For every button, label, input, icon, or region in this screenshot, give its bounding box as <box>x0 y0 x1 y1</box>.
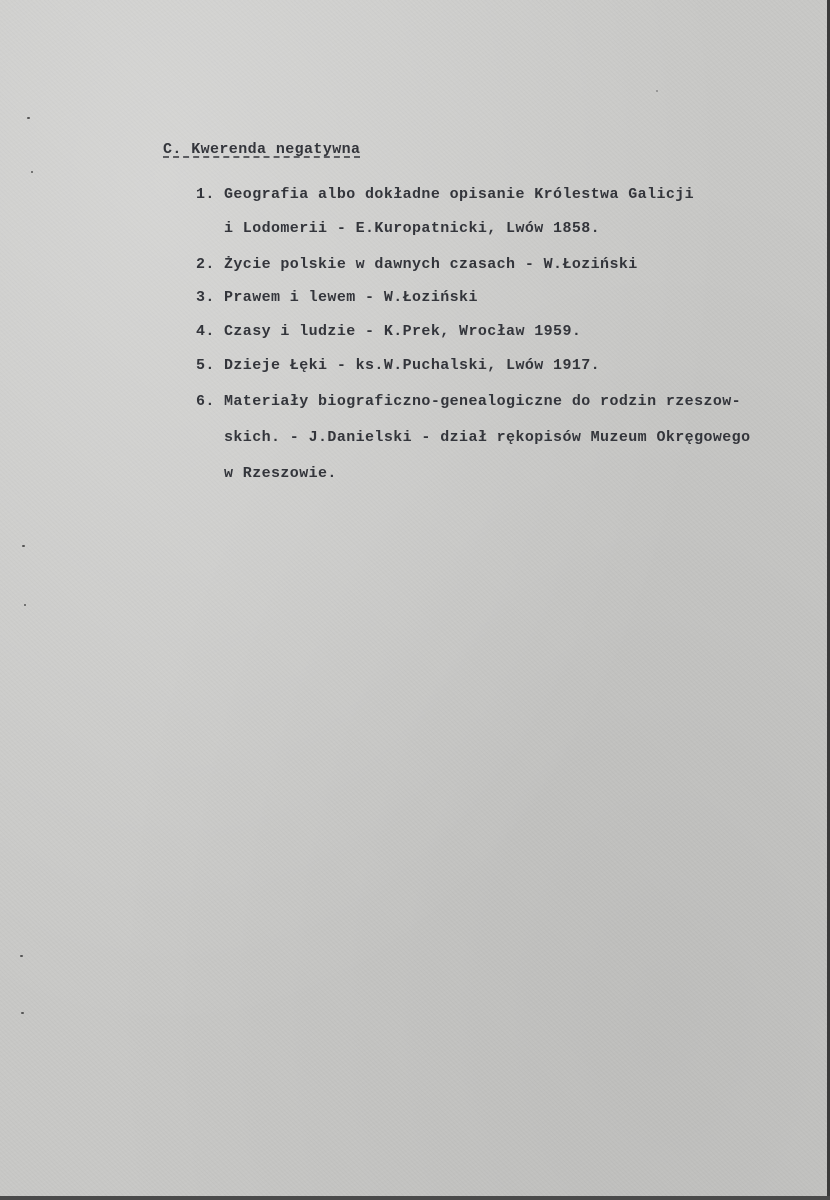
list-item-6-continuation <box>224 429 750 446</box>
list-item-1-continuation <box>224 220 600 237</box>
scan-speck <box>31 171 33 173</box>
item-number: 2. <box>196 256 215 273</box>
list-item-1 <box>196 186 694 203</box>
item-line: Życie polskie w dawnych czasach - W.Łoziński <box>224 256 638 273</box>
item-number: 4. <box>196 323 215 340</box>
scan-speck <box>24 604 26 606</box>
item-line: w Rzeszowie. <box>224 465 337 482</box>
item-line: Prawem i lewem - W.Łoziński <box>224 289 478 306</box>
scan-speck <box>21 1012 24 1014</box>
item-line: Geografia albo dokładne opisanie Królestwa Galicji <box>224 186 695 203</box>
scan-speck <box>20 955 23 957</box>
scan-speck <box>27 117 30 119</box>
scan-speck <box>22 545 25 547</box>
list-item-6-continuation <box>224 465 337 482</box>
item-line: i Lodomerii - E.Kuropatnicki, Lwów 1858. <box>224 220 601 237</box>
item-line: Dzieje Łęki - ks.W.Puchalski, Lwów 1917. <box>224 357 601 374</box>
list-item-6 <box>196 393 741 410</box>
list-item-2 <box>196 256 638 273</box>
item-number: 1. <box>196 186 215 203</box>
item-line: Materiały biograficzno-genealogiczne do rodzin rzeszow- <box>224 393 742 410</box>
item-number: 5. <box>196 357 215 374</box>
section-heading: C. Kwerenda negatywna <box>163 141 361 158</box>
list-item-5 <box>196 357 600 374</box>
scan-border-bottom <box>0 1196 830 1200</box>
list-item-3 <box>196 289 478 306</box>
item-line: Czasy i ludzie - K.Prek, Wrocław 1959. <box>224 323 582 340</box>
list-item-4 <box>196 323 581 340</box>
item-number: 6. <box>196 393 215 410</box>
item-number: 3. <box>196 289 215 306</box>
item-line: skich. - J.Danielski - dział rękopisów Muzeum Okręgowego <box>224 429 751 446</box>
scan-speck <box>656 90 658 92</box>
